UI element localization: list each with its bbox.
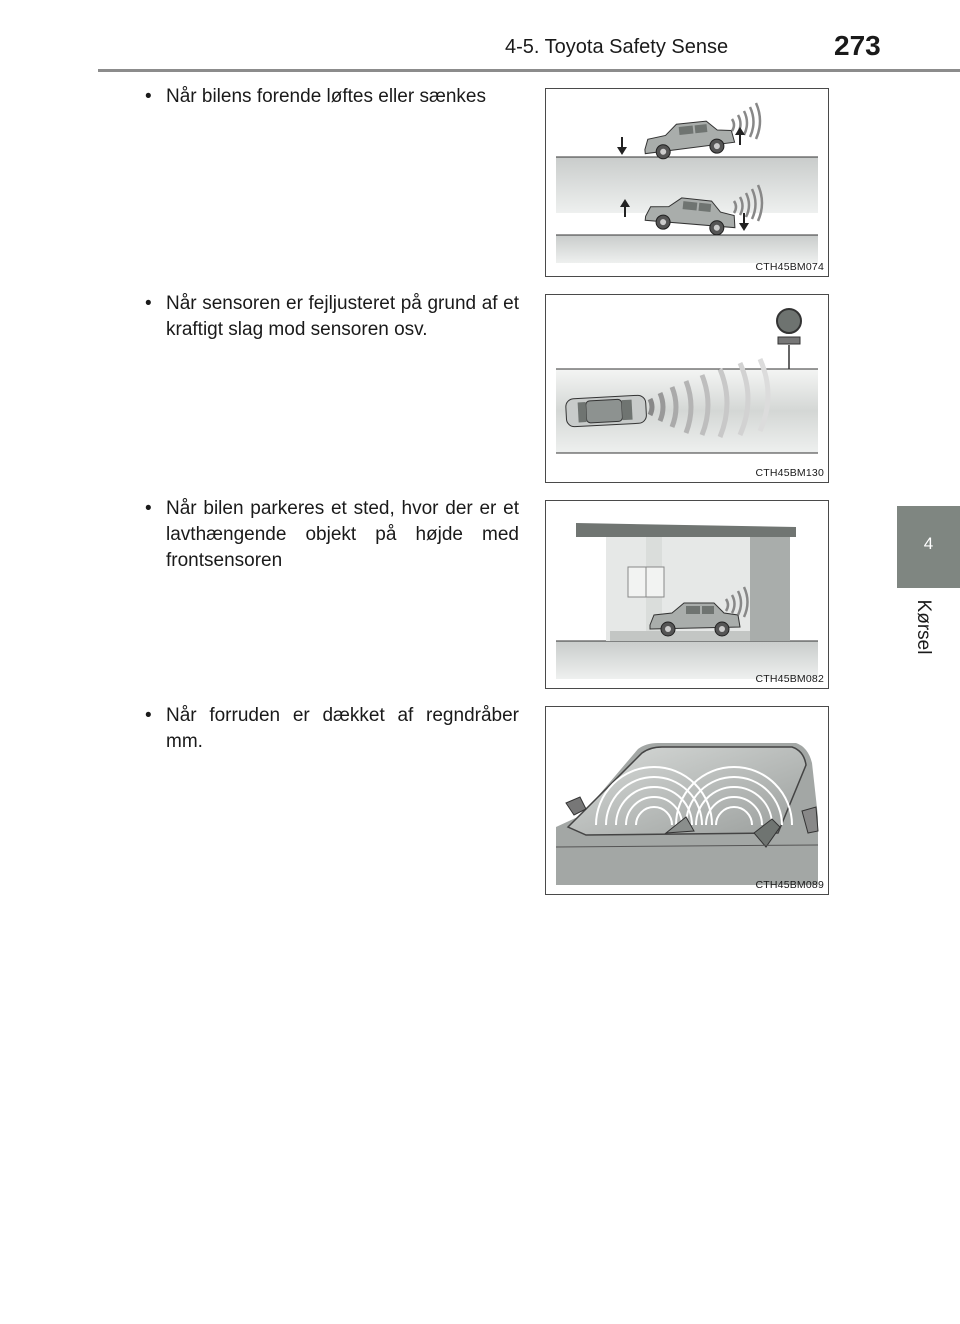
figure-code: CTH45BM074 <box>755 261 824 273</box>
chapter-tab <box>897 506 960 588</box>
bullet-mark: • <box>145 86 152 107</box>
condition-item <box>145 703 519 755</box>
car-pitch-illustration <box>546 89 828 276</box>
condition-item <box>145 291 519 343</box>
figure-sensor-misaligned <box>545 294 829 483</box>
condition-text: Når bilens forende løftes eller sænkes <box>166 86 486 107</box>
bullet-mark: • <box>145 705 152 726</box>
section-title: 4-5. Toyota Safety Sense <box>505 36 729 58</box>
condition-item <box>145 496 519 574</box>
chapter-label <box>911 598 935 658</box>
figure-car-pitch <box>545 88 829 277</box>
figure-code: CTH45BM082 <box>755 673 824 685</box>
chapter-number: 4 <box>923 534 934 553</box>
bullet-mark: • <box>145 293 152 314</box>
chapter-label-text: Kørsel <box>913 599 934 655</box>
figure-low-object <box>545 500 829 689</box>
rain-windshield-illustration <box>546 707 828 894</box>
condition-text: Når bilen parkeres et sted, hvor der er et lavthængende objekt på højde med frontsensoren <box>166 498 519 571</box>
bullet-mark: • <box>145 498 152 519</box>
condition-item <box>145 84 519 110</box>
condition-text: Når forruden er dækket af regndråber mm. <box>166 705 519 752</box>
figure-code: CTH45BM130 <box>755 467 824 479</box>
sensor-misaligned-illustration <box>546 295 828 482</box>
low-object-illustration <box>546 501 828 688</box>
condition-text: Når sensoren er fejljusteret på grund af et kraftigt slag mod sensoren osv. <box>166 293 519 340</box>
page-number: 273 <box>834 30 881 61</box>
figure-code: CTH45BM089 <box>755 879 824 891</box>
header-divider <box>98 69 960 72</box>
figure-rain-windshield <box>545 706 829 895</box>
